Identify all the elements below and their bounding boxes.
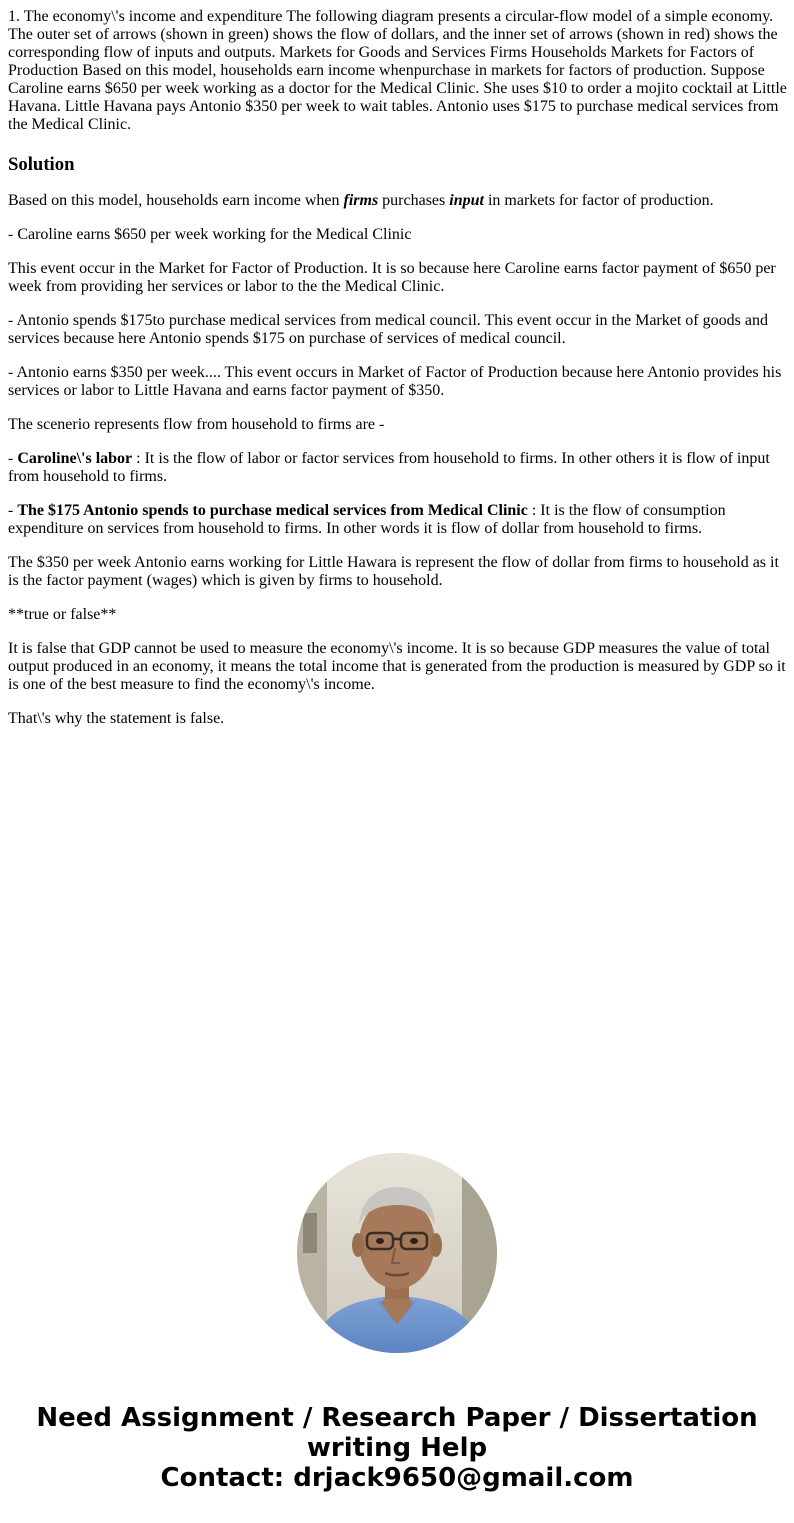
solution-paragraph-2: - Caroline earns $650 per week working for the Medical Clinic <box>8 226 412 243</box>
avatar <box>297 1153 497 1353</box>
p8-dash: - <box>8 502 18 519</box>
footer-contact: Contact: drjack9650@gmail.com <box>160 1463 634 1493</box>
solution-paragraph-1 <box>8 192 788 210</box>
footer-line-1: Need Assignment / Research Paper / Dissertation <box>36 1403 758 1433</box>
p1-firms-emphasis: firms <box>343 192 379 209</box>
p8-bold-term: The $175 Antonio spends to purchase medical services from Medical Clinic <box>17 502 528 519</box>
p8-rest: : It is the flow of consumption expenditure on services from household to firms. In other words it is flow of dollar from household to firms. <box>8 502 726 537</box>
p7-rest: : It is the flow of labor or factor services from household to firms. In other others it is flow of input from household to firms. <box>8 450 770 485</box>
solution-paragraph-5: - Antonio earns $350 per week.... This event occurs in Market of Factor of Production because here Antonio provides his services or labor to Little Havana and earns factor payment of $350. <box>8 364 782 399</box>
solution-heading: Solution <box>8 154 75 175</box>
document-body <box>8 8 788 744</box>
solution-paragraph-11: It is false that GDP cannot be used to measure the economy\'s income. It is so because GDP measures the value of total output produced in an economy, it means the total income that is generated from the production is measured by GDP so it is one of the best measure to find the economy\'s income. <box>8 640 786 693</box>
p1-text-after: in markets for factor of production. <box>483 192 714 209</box>
solution-paragraph-7 <box>8 450 788 486</box>
solution-paragraph-8 <box>8 502 788 538</box>
avatar-portrait-icon <box>297 1153 497 1353</box>
p1-input-emphasis: input <box>449 192 484 209</box>
solution-paragraph-4: - Antonio spends $175to purchase medical services from medical council. This event occur in the Market of goods and services because here Antonio spends $175 on purchase of services of medical council. <box>8 312 768 347</box>
solution-paragraph-10: **true or false** <box>8 606 117 623</box>
p1-text-middle: purchases <box>378 192 450 209</box>
solution-paragraph-6: The scenerio represents flow from household to firms are - <box>8 416 385 433</box>
solution-paragraph-3: This event occur in the Market for Factor of Production. It is so because here Caroline earns factor payment of $650 per week from providing her services or labor to the the Medical Clinic. <box>8 260 776 295</box>
question-text: 1. The economy\'s income and expenditure The following diagram presents a circular-flow model of a simple economy. The outer set of arrows (shown in green) shows the flow of dollars, and the inner set of arrows (shown in red) shows the corresponding flow of inputs and outputs. Markets for Goods and Services Firms Households Markets for Factors of Production Based on this model, households earn income whenpurchase in markets for factors of production. Suppose Caroline earns $650 per week working as a doctor for the Medical Clinic. She uses $10 to order a mojito cocktail at Little Havana. Little Havana pays Antonio $350 per week to wait tables. Antonio uses $175 to purchase medical services from the Medical Clinic. <box>8 8 787 133</box>
p1-text-before: Based on this model, households earn income when <box>8 192 344 209</box>
solution-paragraph-12: That\'s why the statement is false. <box>8 710 225 727</box>
footer-banner <box>0 1403 794 1493</box>
p7-bold-term: Caroline\'s labor <box>17 450 133 467</box>
solution-paragraph-9: The $350 per week Antonio earns working for Little Hawara is represent the flow of dollar from firms to household as it is the factor payment (wages) which is given by firms to household. <box>8 554 779 589</box>
p7-dash: - <box>8 450 18 467</box>
footer-line-2: writing Help <box>306 1433 488 1463</box>
